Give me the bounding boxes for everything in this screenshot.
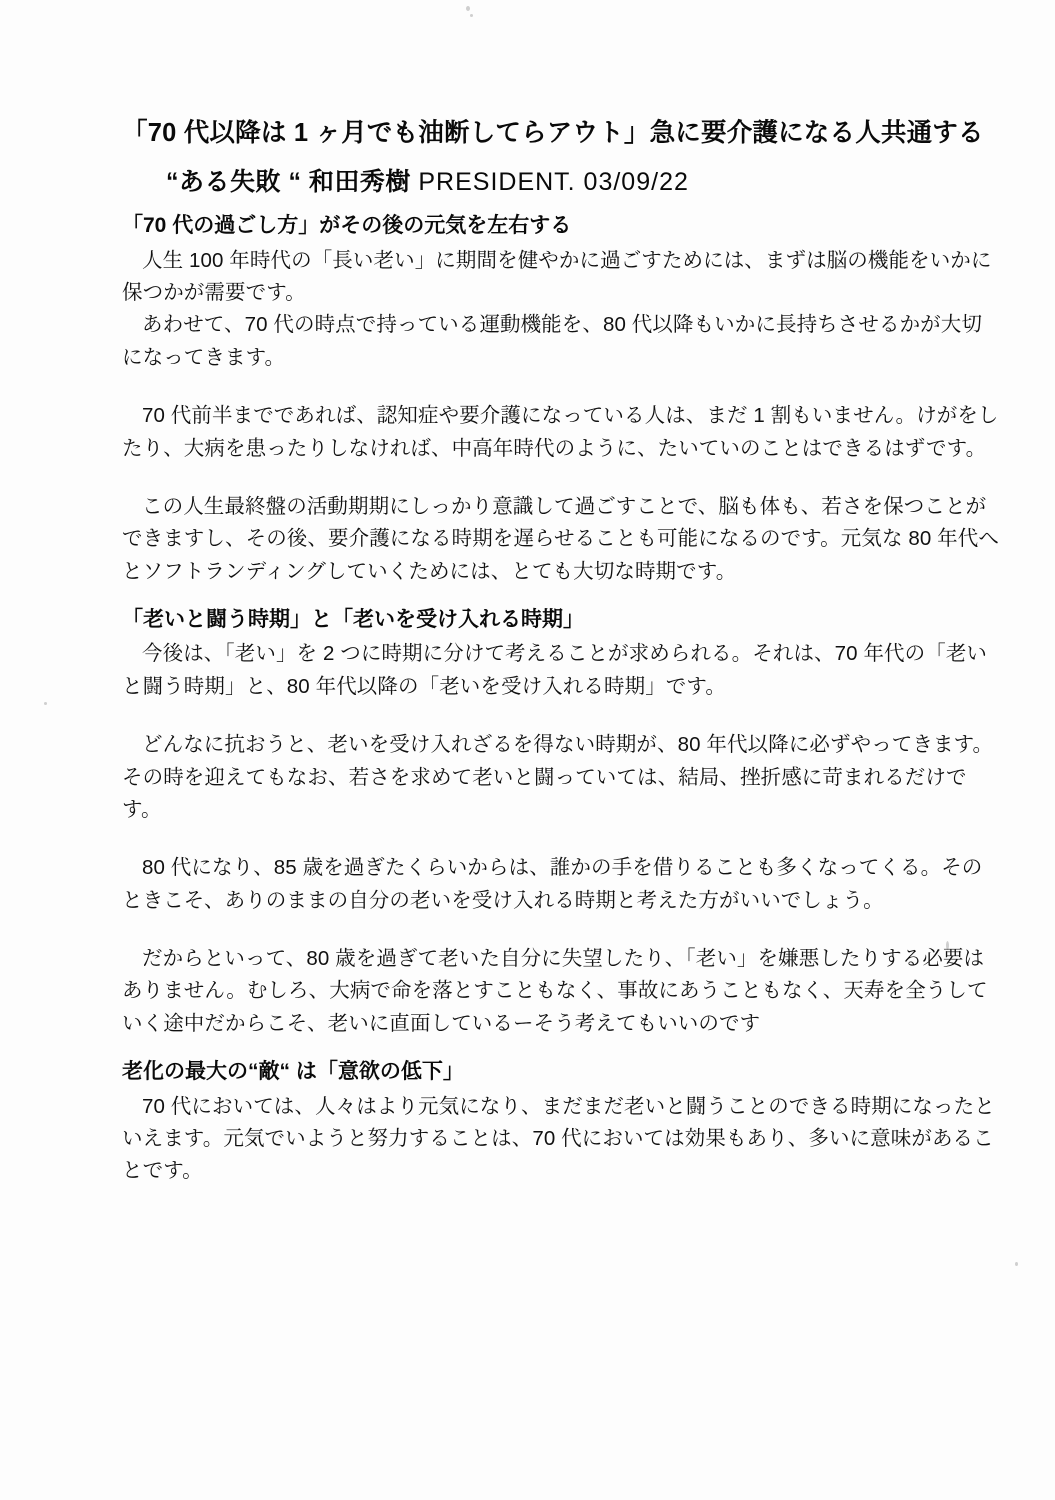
subtitle-source: PRESIDENT. 03/09/22 xyxy=(418,167,689,196)
paragraph: あわせて、70 代の時点で持っている運動機能を、80 代以降もいかに長持ちさせるかが大切になってきます。 xyxy=(122,313,982,369)
paragraph: 70 代においては、人々はより元気になり、まだまだ老いと闘うことのできる時期になったといえます。元気でいようと努力することは、70 代においては効果もあり、多いに意味があることです。 xyxy=(122,1094,995,1183)
paragraph: どんなに抗おうと、老いを受け入れざるを得ない時期が、80 年代以降に必ずやってきます。その時を迎えてもなお、若さを求めて老いと闘っていては、結局、挫折感に苛まれるだけです。 xyxy=(122,733,994,821)
section-heading-3: 老化の最大の“敵“ は「意欲の低下」 xyxy=(122,1060,464,1084)
paragraph: 70 代前半までであれば、認知症や要介護になっている人は、まだ 1 割もいません。けがをしたり、大病を患ったりしなければ、中高年時代のように、たいていのことはできるはずです。 xyxy=(122,404,999,460)
paragraph: この人生最終盤の活動期期にしっかり意識して過ごすことで、脳も体も、若さを保つことができますし、その後、要介護になる時期を遅らせることも可能になるのです。元気な 80 年代へとソフトランディングしていくためには、とても大切な時期です。 xyxy=(122,494,999,583)
paragraph: 人生 100 年時代の「長い老い」に期間を健やかに過ごすためには、まずは脳の機能をいかに保つかが需要です。 xyxy=(122,248,992,305)
page-title: 「70 代以降は 1 ヶ月でも油断してらアウト」急に要介護になる人共通する xyxy=(122,119,984,147)
scan-speck xyxy=(470,14,473,17)
document-body xyxy=(122,118,1002,1188)
section-heading-2: 「老いと闘う時期」と「老いを受け入れる時期」 xyxy=(122,608,584,632)
paragraph: 80 代になり、85 歳を過ぎたくらいからは、誰かの手を借りることも多くなってくる。そのときこそ、ありのままの自分の老いを受け入れる時期と考えた方がいいでしょう。 xyxy=(122,856,983,912)
subtitle-author: “ある失敗 “ 和田秀樹 xyxy=(166,167,411,196)
paragraph: 今後は、「老い」を 2 つに時期に分けて考えることが求められる。それは、70 年代の「老いと闘う時期」と、80 年代以降の「老いを受け入れる時期」です。 xyxy=(122,642,988,698)
scan-speck xyxy=(466,6,470,11)
scan-speck xyxy=(1015,1262,1018,1266)
document-subtitle xyxy=(122,166,1002,199)
paragraph: だからといって、80 歳を過ぎて老いた自分に失望したり、「老い」を嫌悪したりする必要はありません。むしろ、大病で命を落とすこともなく、事故にあうこともなく、天寿を全うしていく途中だからこそ、老いに直面しているーそう考えてもいいのです xyxy=(122,947,988,1035)
section-heading-1: 「70 代の過ごし方」がその後の元気を左右する xyxy=(122,214,572,238)
scan-speck xyxy=(44,702,47,705)
